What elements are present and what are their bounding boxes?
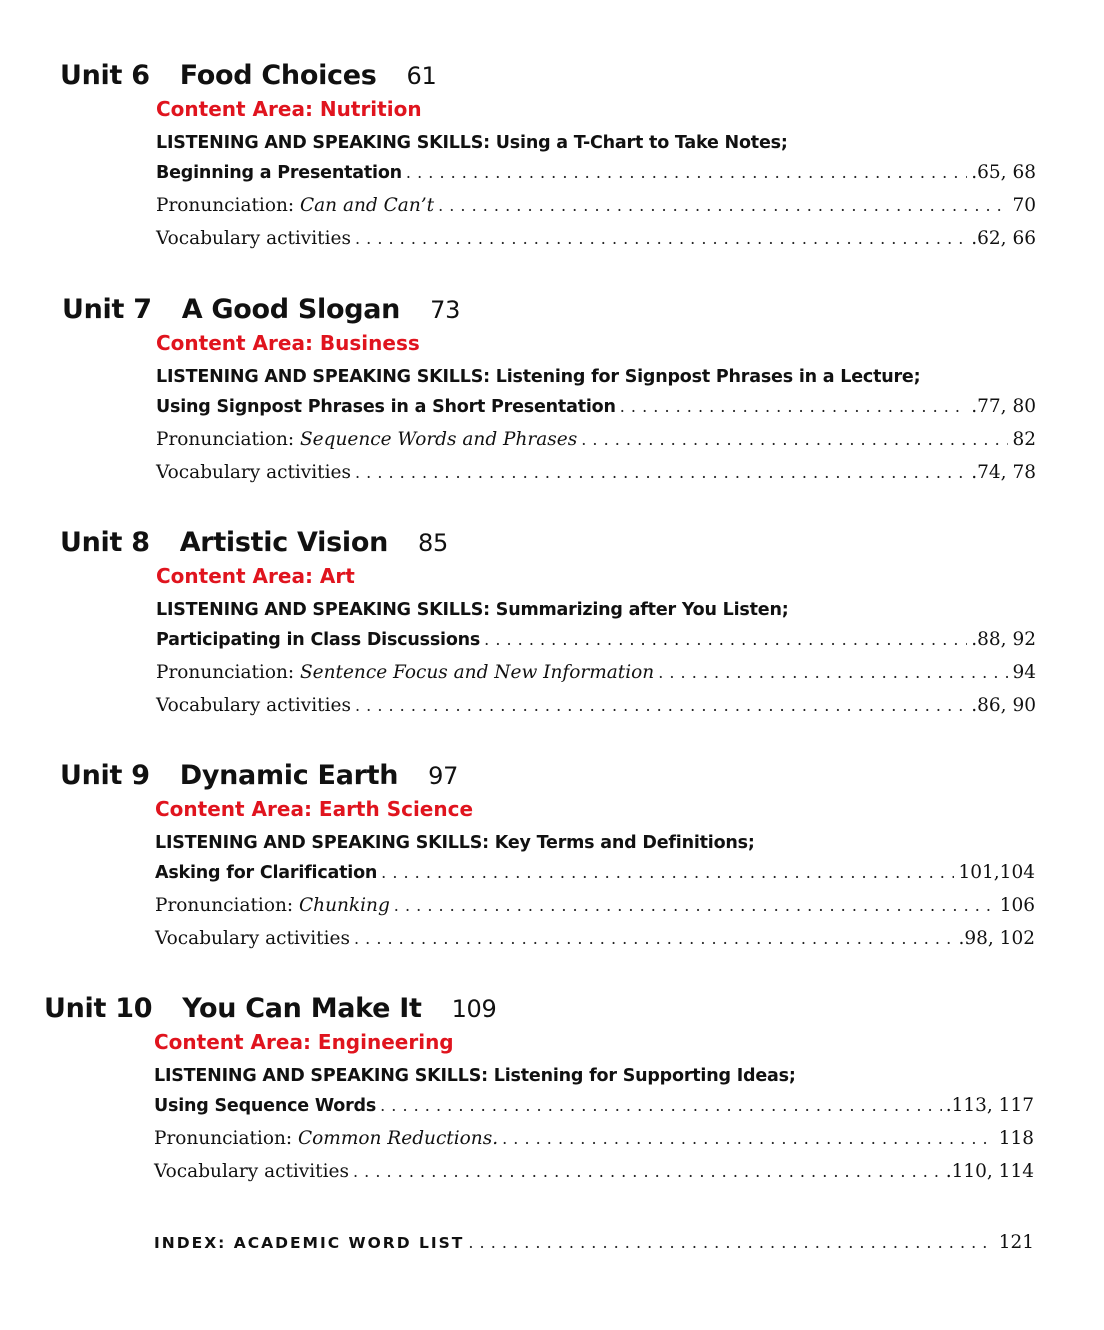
leader-dots	[380, 1096, 942, 1115]
unit-title: Food Choices	[179, 60, 377, 91]
pronunciation-topic: Sequence Words and Phrases	[300, 429, 578, 450]
pronunciation-label	[155, 895, 390, 916]
skills-entry	[156, 629, 1036, 655]
skills-line-1: LISTENING AND SPEAKING SKILLS: Listening for Signpost Phrases in a Lecture;	[156, 367, 921, 387]
pronunciation-prefix: Pronunciation:	[156, 195, 300, 216]
pronunciation-pages: 70	[1012, 195, 1036, 216]
content-area: Content Area: Nutrition	[156, 97, 422, 121]
pronunciation-entry	[156, 662, 1036, 688]
vocabulary-label: Vocabulary activities	[154, 1161, 349, 1182]
pronunciation-label	[154, 1128, 498, 1149]
leader-dots	[620, 397, 968, 416]
unit-title: You Can Make It	[182, 993, 422, 1024]
unit-number: Unit 10	[44, 993, 153, 1024]
pronunciation-entry	[156, 429, 1036, 455]
skills-pages: .77, 80	[971, 396, 1036, 417]
pronunciation-topic: Chunking	[299, 895, 390, 916]
unit-number: Unit 7	[62, 294, 152, 325]
vocabulary-entry	[155, 928, 1035, 954]
content-area: Content Area: Engineering	[154, 1030, 454, 1054]
leader-dots	[355, 696, 967, 715]
vocabulary-label: Vocabulary activities	[156, 462, 351, 483]
unit-page: 97	[428, 762, 459, 790]
skills-line-2: Using Signpost Phrases in a Short Presentation	[156, 397, 616, 417]
pronunciation-pages: 118	[998, 1128, 1034, 1149]
skills-entry	[156, 396, 1036, 422]
skills-line-2: Beginning a Presentation	[156, 163, 402, 183]
vocabulary-pages: .86, 90	[971, 695, 1036, 716]
pronunciation-topic: Can and Can’t	[300, 195, 435, 216]
skills-line-1: LISTENING AND SPEAKING SKILLS: Key Terms and Definitions;	[155, 833, 755, 853]
leader-dots	[355, 229, 967, 248]
vocabulary-entry	[154, 1161, 1034, 1187]
vocabulary-label: Vocabulary activities	[156, 695, 351, 716]
index-label: INDEX: ACADEMIC WORD LIST	[154, 1234, 465, 1252]
unit-title: Artistic Vision	[179, 527, 388, 558]
unit-number: Unit 6	[60, 60, 150, 91]
unit-heading	[60, 760, 458, 792]
skills-entry	[156, 162, 1036, 188]
unit-page: 85	[418, 529, 448, 557]
unit-heading	[62, 294, 460, 326]
pronunciation-entry	[154, 1128, 1034, 1154]
skills-line-1: LISTENING AND SPEAKING SKILLS: Using a T-Chart to Take Notes;	[156, 133, 788, 153]
index-entry	[154, 1232, 1034, 1258]
pronunciation-prefix: Pronunciation:	[156, 429, 300, 450]
unit-heading	[60, 60, 436, 92]
skills-line-2: Using Sequence Words	[154, 1096, 377, 1116]
unit-number: Unit 8	[60, 527, 150, 558]
pronunciation-label	[156, 662, 654, 683]
leader-dots	[353, 1162, 942, 1181]
unit-page: 73	[430, 296, 461, 324]
leader-dots	[354, 929, 955, 948]
pronunciation-prefix: Pronunciation:	[155, 895, 299, 916]
pronunciation-label	[156, 195, 434, 216]
pronunciation-entry	[155, 895, 1035, 921]
content-area: Content Area: Business	[156, 331, 420, 355]
skills-line-2: Asking for Clarification	[155, 863, 378, 883]
unit-page: 109	[451, 995, 497, 1023]
pronunciation-pages: 82	[1012, 429, 1036, 450]
skills-entry	[154, 1095, 1034, 1121]
content-area: Content Area: Earth Science	[155, 797, 474, 821]
unit-title: Dynamic Earth	[179, 760, 399, 791]
leader-dots	[484, 630, 967, 649]
vocabulary-pages: .98, 102	[958, 928, 1035, 949]
unit-page: 61	[406, 62, 437, 90]
leader-dots	[394, 896, 996, 915]
leader-dots	[502, 1129, 995, 1148]
unit-title: A Good Slogan	[181, 294, 401, 325]
content-area: Content Area: Art	[156, 564, 355, 588]
skills-line-1: LISTENING AND SPEAKING SKILLS: Listening for Supporting Ideas;	[154, 1066, 796, 1086]
skills-pages: .113, 117	[945, 1095, 1034, 1116]
leader-dots	[381, 863, 954, 882]
leader-dots	[581, 430, 1008, 449]
pronunciation-topic: Common Reductions.	[298, 1128, 499, 1149]
index-page: 121	[998, 1232, 1034, 1253]
vocabulary-pages: .110, 114	[945, 1161, 1034, 1182]
leader-dots	[406, 163, 967, 182]
skills-pages: 101,104	[958, 862, 1035, 883]
pronunciation-pages: 106	[999, 895, 1035, 916]
skills-pages: .65, 68	[971, 162, 1036, 183]
vocabulary-entry	[156, 462, 1036, 488]
skills-pages: .88, 92	[971, 629, 1036, 650]
skills-entry	[155, 862, 1035, 888]
unit-heading	[44, 993, 497, 1025]
vocabulary-entry	[156, 228, 1036, 254]
vocabulary-pages: .62, 66	[971, 228, 1036, 249]
unit-number: Unit 9	[60, 760, 150, 791]
pronunciation-entry	[156, 195, 1036, 221]
pronunciation-pages: 94	[1012, 662, 1036, 683]
leader-dots	[438, 196, 1008, 215]
pronunciation-label	[156, 429, 577, 450]
leader-dots	[468, 1233, 994, 1252]
vocabulary-entry	[156, 695, 1036, 721]
pronunciation-topic: Sentence Focus and New Information	[300, 662, 655, 683]
pronunciation-prefix: Pronunciation:	[156, 662, 300, 683]
unit-heading	[60, 527, 448, 559]
leader-dots	[658, 663, 1008, 682]
leader-dots	[355, 463, 967, 482]
vocabulary-pages: .74, 78	[971, 462, 1036, 483]
skills-line-1: LISTENING AND SPEAKING SKILLS: Summarizing after You Listen;	[156, 600, 789, 620]
vocabulary-label: Vocabulary activities	[155, 928, 350, 949]
skills-line-2: Participating in Class Discussions	[156, 630, 481, 650]
vocabulary-label: Vocabulary activities	[156, 228, 351, 249]
pronunciation-prefix: Pronunciation:	[154, 1128, 298, 1149]
